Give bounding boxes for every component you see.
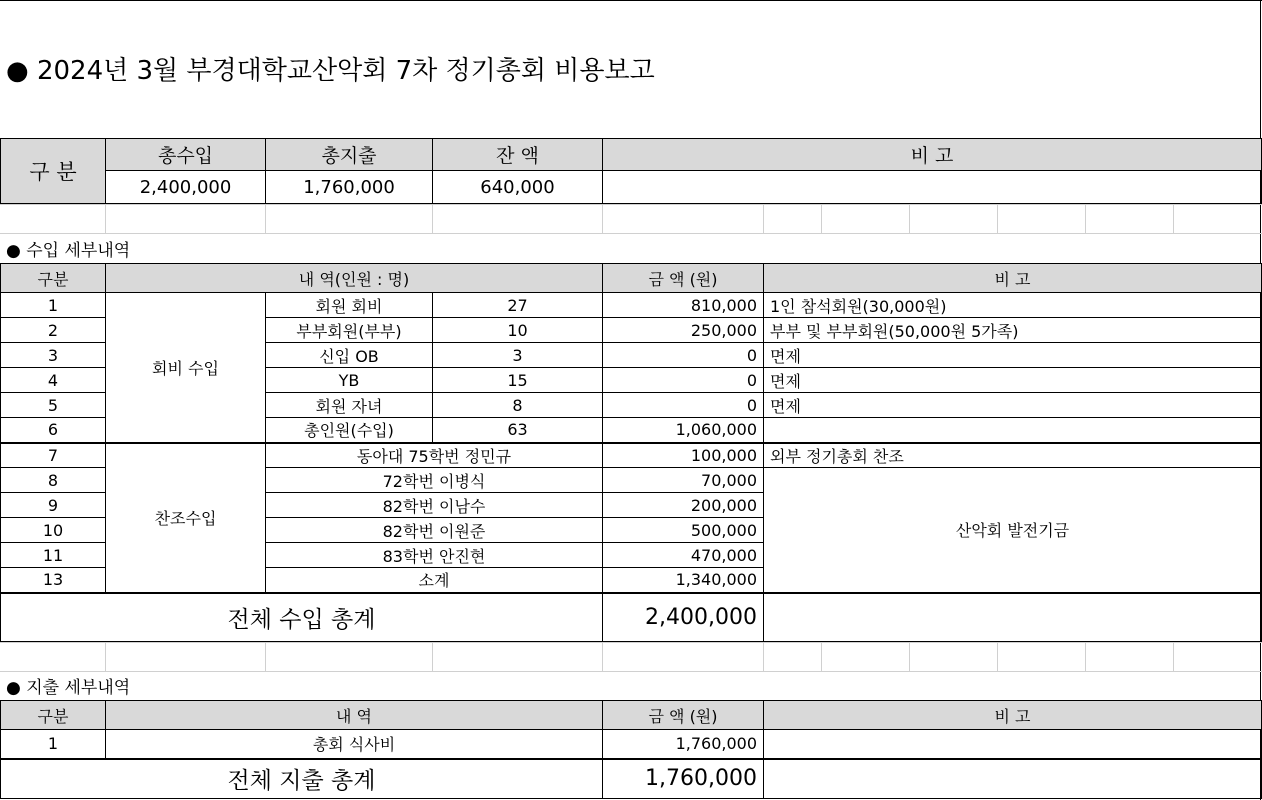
expense-table (0, 700, 1262, 799)
income-header-note: 비 고 (764, 264, 1262, 293)
row-item: 82학번 이남수 (266, 493, 603, 518)
summary-income-value: 2,400,000 (106, 171, 266, 204)
row-no: 5 (1, 393, 106, 418)
row-no: 6 (1, 418, 106, 443)
summary-note-value (603, 171, 1262, 204)
expense-header-amount: 금 액 (원) (603, 701, 764, 730)
row-no: 8 (1, 468, 106, 493)
expense-header-item: 내 역 (106, 701, 603, 730)
expense-header-note: 비 고 (764, 701, 1262, 730)
row-count: 15 (433, 368, 603, 393)
row-note: 면제 (764, 393, 1262, 418)
summary-row-label: 구 분 (1, 139, 106, 204)
row-note: 면제 (764, 343, 1262, 368)
row-amount: 470,000 (603, 543, 764, 568)
income-header-item: 내 역(인원 : 명) (106, 264, 603, 293)
table-row (1, 443, 1262, 468)
summary-table (0, 138, 1262, 204)
row-amount: 1,060,000 (603, 418, 764, 443)
expense-total-note (764, 759, 1262, 799)
row-no: 2 (1, 318, 106, 343)
row-no: 13 (1, 568, 106, 593)
row-no: 9 (1, 493, 106, 518)
row-amount: 200,000 (603, 493, 764, 518)
income-table (0, 263, 1262, 642)
table-row (1, 293, 1262, 318)
row-item: 동아대 75학번 정민규 (266, 443, 603, 468)
row-item: 부부회원(부부) (266, 318, 433, 343)
summary-value-row (1, 171, 1262, 204)
expense-header-row (1, 701, 1262, 730)
table-row (1, 730, 1262, 759)
spreadsheet-grid-row (0, 204, 1262, 234)
row-count: 3 (433, 343, 603, 368)
expense-total-row (1, 759, 1262, 799)
income-total-note (764, 593, 1262, 642)
row-note (764, 418, 1262, 443)
row-note (764, 730, 1262, 759)
sponsor-note: 산악회 발전기금 (764, 468, 1262, 593)
income-header-amount: 금 액 (원) (603, 264, 764, 293)
row-amount: 70,000 (603, 468, 764, 493)
row-no: 1 (1, 730, 106, 759)
row-note: 1인 참석회원(30,000원) (764, 293, 1262, 318)
summary-expense-value: 1,760,000 (266, 171, 433, 204)
income-total-row (1, 593, 1262, 642)
group-sponsor: 찬조수입 (106, 443, 266, 593)
summary-header-balance: 잔 액 (433, 139, 603, 171)
row-amount: 250,000 (603, 318, 764, 343)
summary-header-expense: 총지출 (266, 139, 433, 171)
row-no: 10 (1, 518, 106, 543)
row-count: 8 (433, 393, 603, 418)
row-amount: 100,000 (603, 443, 764, 468)
row-item: 72학번 이병식 (266, 468, 603, 493)
spreadsheet-grid-row (0, 642, 1262, 672)
row-item: YB (266, 368, 433, 393)
row-amount: 1,340,000 (603, 568, 764, 593)
income-header-row (1, 264, 1262, 293)
page-title: ● 2024년 3월 부경대학교산악회 7차 정기총회 비용보고 (6, 56, 655, 86)
income-total-label: 전체 수입 총계 (1, 593, 603, 642)
row-item: 소계 (266, 568, 603, 593)
row-amount: 0 (603, 368, 764, 393)
summary-header-row (1, 139, 1262, 171)
row-note: 외부 정기총회 찬조 (764, 443, 1262, 468)
row-amount: 0 (603, 343, 764, 368)
row-item: 82학번 이원준 (266, 518, 603, 543)
summary-header-income: 총수입 (106, 139, 266, 171)
row-count: 10 (433, 318, 603, 343)
summary-balance-value: 640,000 (433, 171, 603, 204)
row-amount: 500,000 (603, 518, 764, 543)
row-count: 63 (433, 418, 603, 443)
row-amount: 0 (603, 393, 764, 418)
expense-total-value: 1,760,000 (603, 759, 764, 799)
row-count: 27 (433, 293, 603, 318)
group-membership: 회비 수입 (106, 293, 266, 443)
row-amount: 810,000 (603, 293, 764, 318)
row-no: 3 (1, 343, 106, 368)
income-section-title: ● 수입 세부내역 (6, 241, 131, 261)
row-no: 1 (1, 293, 106, 318)
row-item: 회원 회비 (266, 293, 433, 318)
summary-header-note: 비 고 (603, 139, 1262, 171)
row-no: 4 (1, 368, 106, 393)
expense-section-title: ● 지출 세부내역 (6, 678, 131, 698)
expense-total-label: 전체 지출 총계 (1, 759, 603, 799)
row-item: 회원 자녀 (266, 393, 433, 418)
row-note: 면제 (764, 368, 1262, 393)
row-item: 총회 식사비 (106, 730, 603, 759)
row-item: 83학번 안진현 (266, 543, 603, 568)
row-note: 부부 및 부부회원(50,000원 5가족) (764, 318, 1262, 343)
income-header-no: 구분 (1, 264, 106, 293)
row-item: 신입 OB (266, 343, 433, 368)
expense-header-no: 구분 (1, 701, 106, 730)
income-total-value: 2,400,000 (603, 593, 764, 642)
row-no: 7 (1, 443, 106, 468)
row-amount: 1,760,000 (603, 730, 764, 759)
row-no: 11 (1, 543, 106, 568)
row-item: 총인원(수입) (266, 418, 433, 443)
